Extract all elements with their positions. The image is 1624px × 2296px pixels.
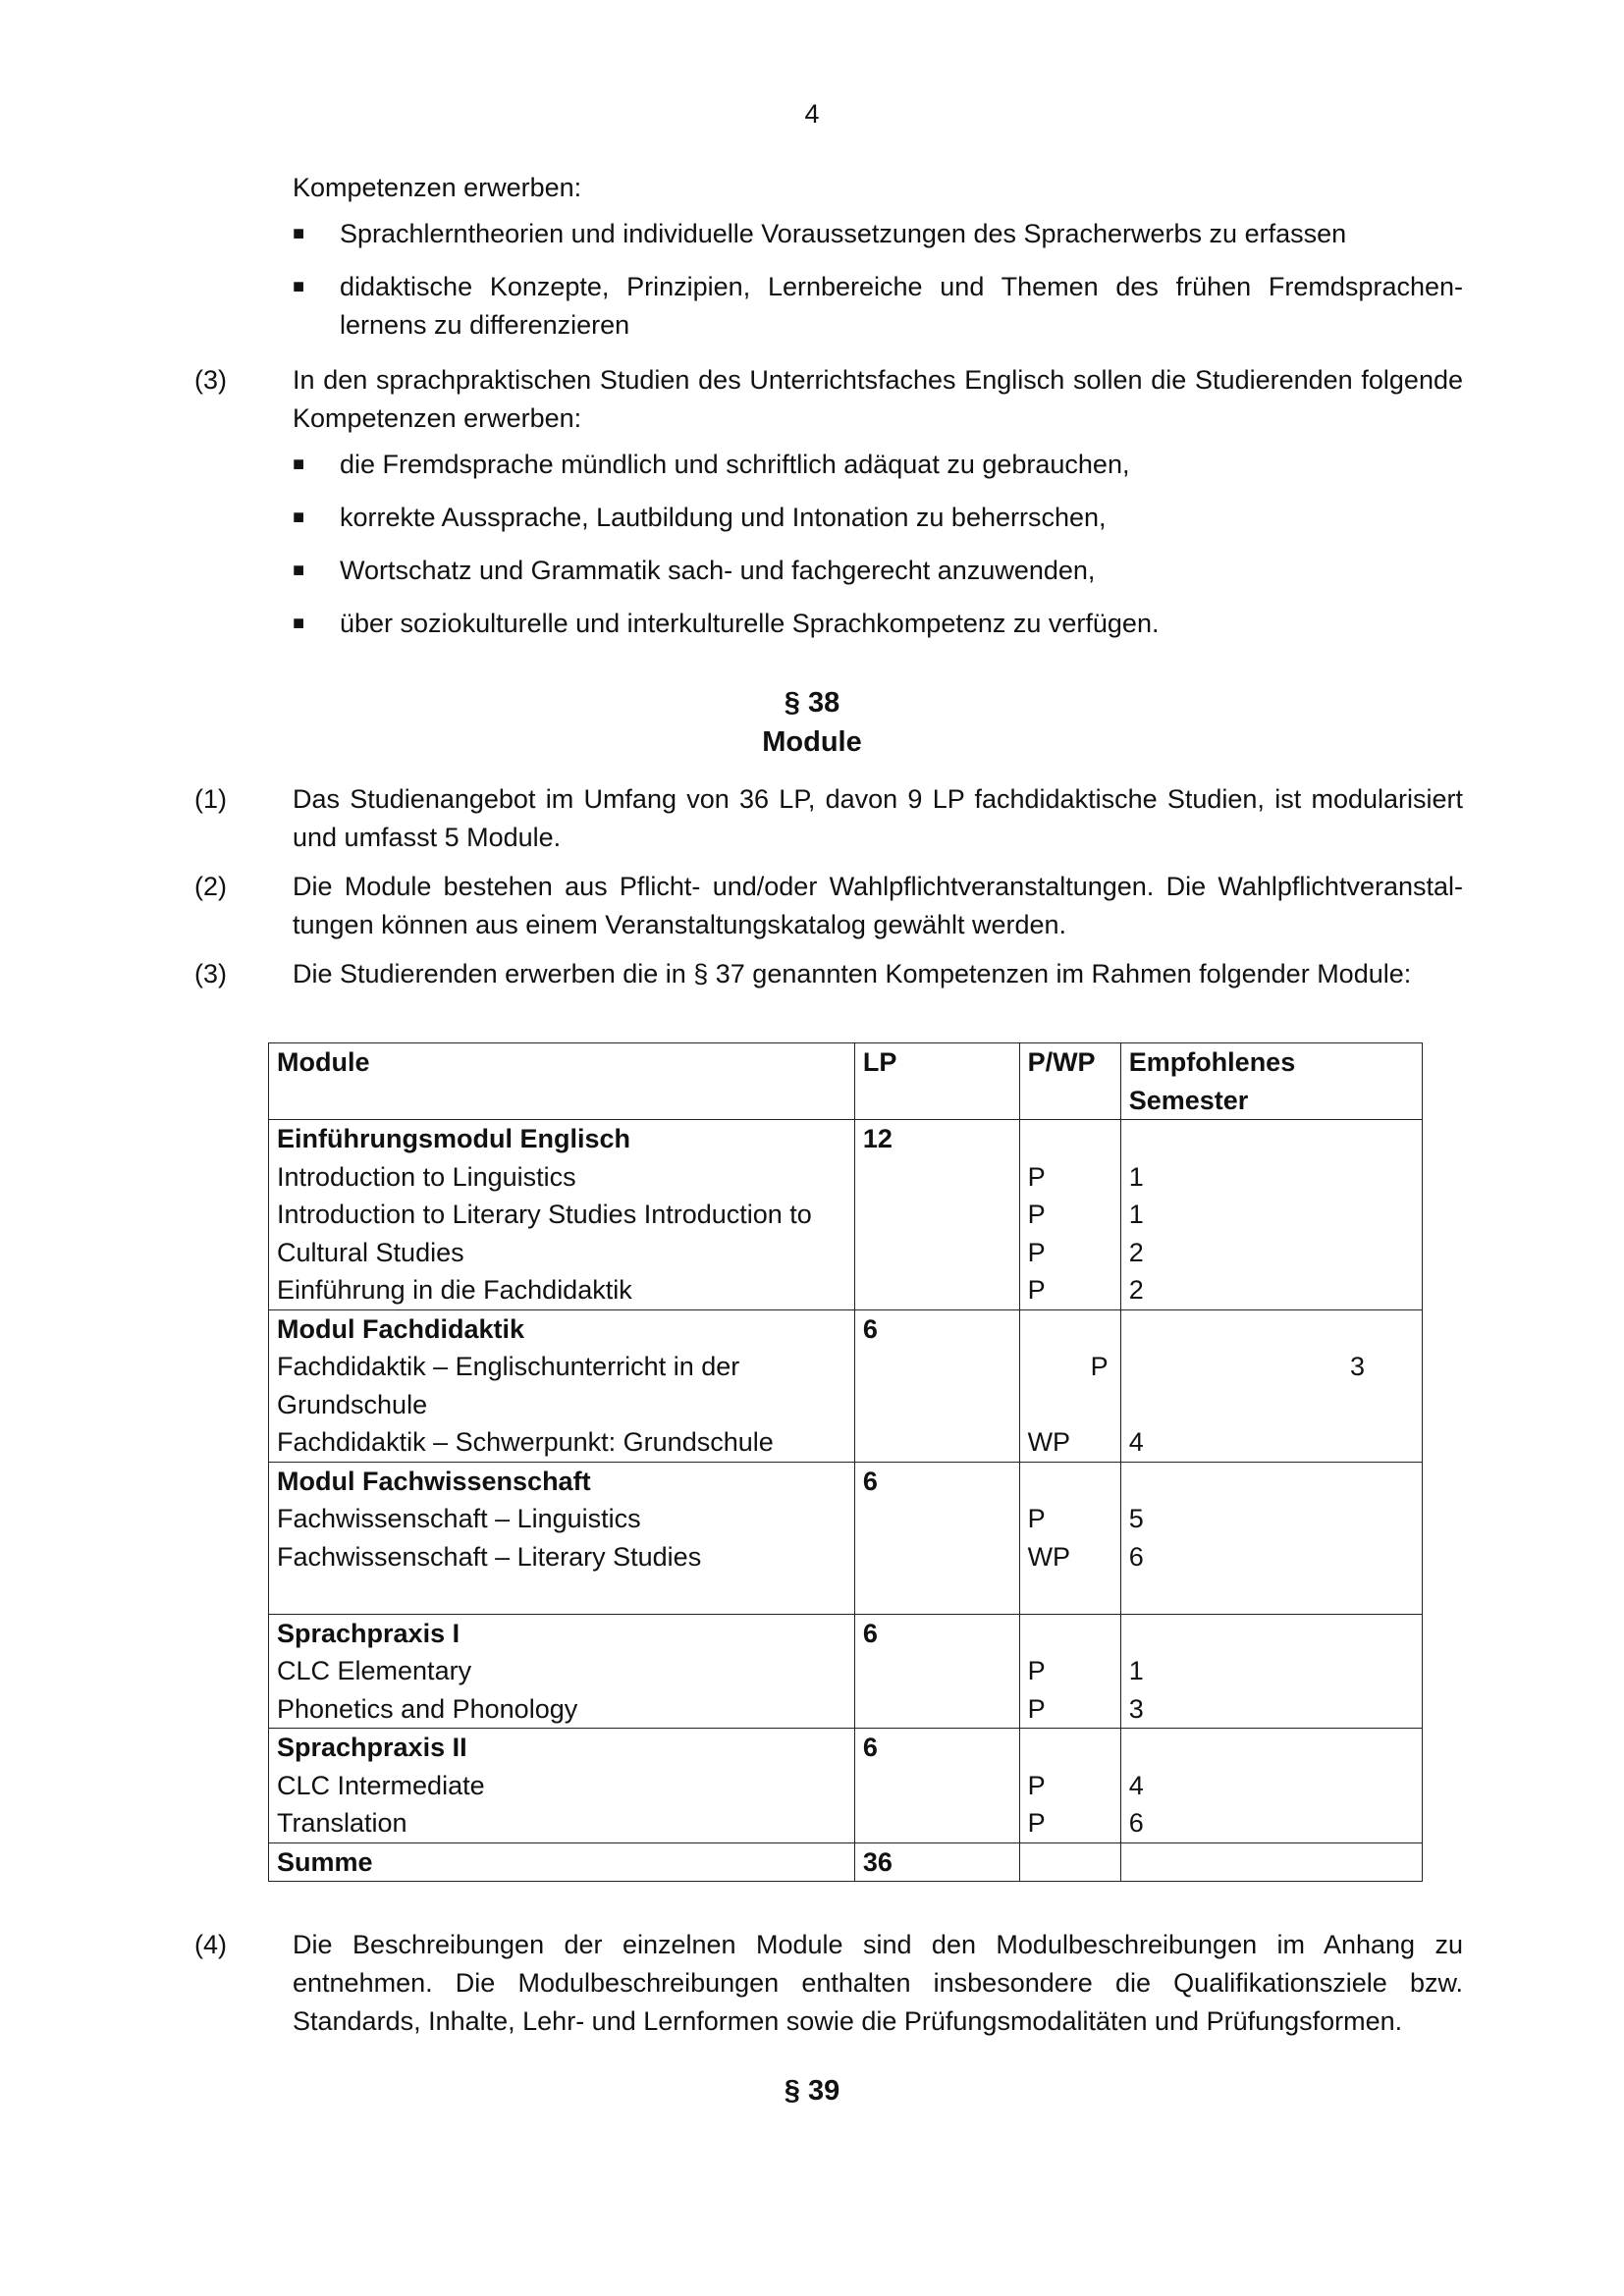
- bullet-square-icon: ■: [293, 454, 305, 475]
- module-lp: 6: [862, 1466, 878, 1496]
- course-name: Fachdidaktik – Englischunterricht in der: [277, 1352, 740, 1381]
- section-39-number: § 39: [784, 2075, 840, 2107]
- module-lp: 6: [862, 1618, 878, 1648]
- list-item: [293, 268, 1463, 345]
- pwp-cell: [1019, 1120, 1120, 1310]
- module-cell: [269, 1729, 855, 1843]
- course-pwp: WP: [1027, 1541, 1071, 1572]
- table-header-row: [269, 1043, 1423, 1120]
- course-semester: [1129, 1386, 1414, 1424]
- lp-cell: [854, 1309, 1019, 1462]
- paragraph: [194, 1926, 1463, 2041]
- course-name: Introduction to Literary Studies Introduction to: [277, 1200, 812, 1229]
- course-semester: 4: [1128, 1770, 1144, 1800]
- course-semester: [1129, 1575, 1414, 1614]
- bullet-text: korrekte Aussprache, Lautbildung und Intonation zu beherrschen,: [340, 503, 1107, 532]
- lp-cell: [854, 1614, 1019, 1729]
- bullet-text: die Fremdsprache mündlich und schriftlich adäquat zu gebrauchen,: [340, 450, 1130, 479]
- bullet-text: Wortschatz und Grammatik sach- und fachgerecht anzuwenden,: [340, 556, 1096, 585]
- course-pwp: P: [1027, 1237, 1046, 1267]
- course-name: CLC Intermediate: [277, 1770, 485, 1800]
- pwp-cell: [1019, 1614, 1120, 1729]
- pwp-cell: [1019, 1729, 1120, 1843]
- course-name: [277, 1575, 846, 1614]
- bullet-square-icon: ■: [293, 223, 305, 244]
- header-pwp: P/WP: [1019, 1043, 1120, 1120]
- module-lp: 6: [862, 1733, 878, 1762]
- course-pwp: [1028, 1386, 1112, 1424]
- module-cell: [269, 1120, 855, 1310]
- course-pwp: P: [1027, 1161, 1046, 1192]
- total-pwp-cell: [1019, 1842, 1120, 1882]
- paragraph-text: Die Beschreibungen der einzelnen Module sind den Modulbeschreibungen im Anhang zu entnehmen. Die Modulbeschreibungen enthalten insbesondere die Qualifikationsziele bzw. Standards, Inhalte, Lehr- und Lernformen sowie die Prüfungsmodalitäten und Prüfungsformen.: [293, 1930, 1463, 2036]
- course-semester: 4: [1128, 1427, 1144, 1457]
- course-name: Fachwissenschaft – Linguistics: [277, 1504, 641, 1533]
- course-pwp: [1028, 1575, 1112, 1614]
- semester-cell: [1120, 1729, 1422, 1843]
- paragraph: [194, 955, 1463, 993]
- bullet-text: Sprachlerntheorien und individuelle Voraussetzungen des Spracherwerbs zu erfassen: [340, 219, 1347, 248]
- intro-lead: [194, 169, 1463, 207]
- paragraph: [194, 868, 1463, 944]
- bullet-square-icon: ■: [293, 560, 305, 581]
- module-title: Modul Fachdidaktik: [277, 1313, 525, 1344]
- course-name: Fachwissenschaft – Literary Studies: [277, 1541, 702, 1572]
- paragraph-number: (3): [194, 365, 227, 395]
- module-table: [268, 1042, 1423, 1882]
- course-name: Einführung in die Fachdidaktik: [277, 1275, 632, 1305]
- section-38-paragraphs: [194, 780, 1463, 993]
- list-item: [293, 215, 1463, 253]
- paragraph: [194, 361, 1463, 438]
- total-semester-cell: [1120, 1842, 1422, 1882]
- paragraph-text: Die Module bestehen aus Pflicht- und/oder Wahlpflichtveranstaltungen. Die Wahlpflichtveranstal-tungen können aus einem Veranstaltungskatalog gewählt werden.: [293, 872, 1463, 939]
- module-cell: [269, 1462, 855, 1614]
- module-title: Sprachpraxis II: [277, 1733, 467, 1762]
- course-pwp: P: [1027, 1693, 1046, 1724]
- course-semester: 2: [1128, 1237, 1144, 1267]
- bullet-text: didaktische Konzepte, Prinzipien, Lernbereiche und Themen des frühen Fremdsprachen-lernens zu differenzieren: [340, 272, 1463, 340]
- course-semester: 1: [1128, 1656, 1144, 1685]
- pwp-cell: [1019, 1462, 1120, 1614]
- list-item: [293, 605, 1463, 643]
- course-semester: 6: [1128, 1808, 1144, 1838]
- paragraph-number: (4): [194, 1930, 227, 1959]
- semester-cell: [1120, 1614, 1422, 1729]
- paragraph-text: Die Studierenden erwerben die in § 37 genannten Kompetenzen im Rahmen folgender Module:: [293, 959, 1412, 988]
- module-title: Sprachpraxis I: [277, 1618, 460, 1648]
- total-label: Summe: [277, 1846, 373, 1877]
- course-name: CLC Elementary: [277, 1656, 472, 1685]
- intro-bullet-list: [194, 215, 1463, 345]
- course-semester: 5: [1128, 1504, 1144, 1533]
- course-semester: 3: [1128, 1693, 1144, 1724]
- bullet-square-icon: ■: [293, 507, 305, 528]
- course-name: Fachdidaktik – Schwerpunkt: Grundschule: [277, 1427, 774, 1457]
- intro-block: [194, 169, 1463, 345]
- semester-cell: [1120, 1462, 1422, 1614]
- table-row: [269, 1309, 1423, 1462]
- table-total-row: [269, 1842, 1423, 1882]
- section-38-number: § 38: [784, 687, 840, 719]
- course-name: Phonetics and Phonology: [277, 1693, 578, 1724]
- bullet-square-icon: ■: [293, 276, 305, 297]
- course-semester: 1: [1128, 1161, 1144, 1192]
- list-item: [293, 552, 1463, 590]
- course-name: Introduction to Linguistics: [277, 1161, 576, 1192]
- course-pwp: P: [1027, 1504, 1046, 1533]
- bullet-text: über soziokulturelle und interkulturelle Sprachkompetenz zu verfügen.: [340, 609, 1160, 638]
- total-lp-cell: [854, 1842, 1019, 1882]
- course-semester: 3: [1349, 1352, 1365, 1381]
- semester-cell: [1120, 1309, 1422, 1462]
- intro-lead-text: Kompetenzen erwerben:: [293, 173, 582, 202]
- paragraph-number: (3): [194, 959, 227, 988]
- module-cell: [269, 1614, 855, 1729]
- pwp-cell: [1019, 1309, 1120, 1462]
- table-row: [269, 1462, 1423, 1614]
- list-item: [293, 499, 1463, 537]
- total-lp: 36: [862, 1846, 893, 1877]
- page-number: 4: [804, 99, 820, 129]
- total-label-cell: [269, 1842, 855, 1882]
- course-pwp: P: [1027, 1275, 1046, 1305]
- paragraph-number: (2): [194, 872, 227, 901]
- course-name: Translation: [277, 1808, 407, 1838]
- module-lp: 12: [862, 1124, 893, 1153]
- course-pwp: WP: [1027, 1427, 1071, 1457]
- list-item: [293, 446, 1463, 484]
- semester-cell: [1120, 1120, 1422, 1310]
- paragraph-text: In den sprachpraktischen Studien des Unterrichtsfaches Englisch sollen die Studierenden folgende Kompetenzen erwerben:: [293, 365, 1463, 433]
- course-pwp: P: [1090, 1352, 1109, 1381]
- header-lp: LP: [854, 1043, 1019, 1120]
- module-title: Einführungsmodul Englisch: [277, 1124, 630, 1153]
- module-title: Modul Fachwissenschaft: [277, 1466, 591, 1496]
- module-cell: [269, 1309, 855, 1462]
- bullet-square-icon: ■: [293, 613, 305, 634]
- module-lp: 6: [862, 1313, 878, 1344]
- lp-cell: [854, 1462, 1019, 1614]
- paragraph-37-3: [194, 361, 1463, 643]
- course-name: Grundschule: [277, 1389, 428, 1419]
- course-pwp: P: [1027, 1808, 1046, 1838]
- section-38-title: Module: [762, 726, 862, 758]
- lp-cell: [854, 1120, 1019, 1310]
- course-pwp: P: [1027, 1200, 1046, 1229]
- paragraph-text: Das Studienangebot im Umfang von 36 LP, davon 9 LP fachdidaktische Studien, ist modularisiert und umfasst 5 Module.: [293, 784, 1463, 852]
- table-row: [269, 1729, 1423, 1843]
- paragraph: [194, 780, 1463, 857]
- course-pwp: P: [1027, 1656, 1046, 1685]
- header-module: Module: [269, 1043, 855, 1120]
- course-semester: 6: [1128, 1541, 1144, 1572]
- lp-cell: [854, 1729, 1019, 1843]
- course-semester: 2: [1128, 1275, 1144, 1305]
- course-semester: 1: [1128, 1200, 1144, 1229]
- table-row: [269, 1120, 1423, 1310]
- course-pwp: P: [1027, 1770, 1046, 1800]
- competence-bullet-list: [194, 446, 1463, 643]
- paragraph-number: (1): [194, 784, 227, 814]
- course-name: Cultural Studies: [277, 1237, 464, 1267]
- paragraph-38-4: [194, 1926, 1463, 2041]
- header-semester: Empfohlenes Semester: [1120, 1043, 1422, 1120]
- table-row: [269, 1614, 1423, 1729]
